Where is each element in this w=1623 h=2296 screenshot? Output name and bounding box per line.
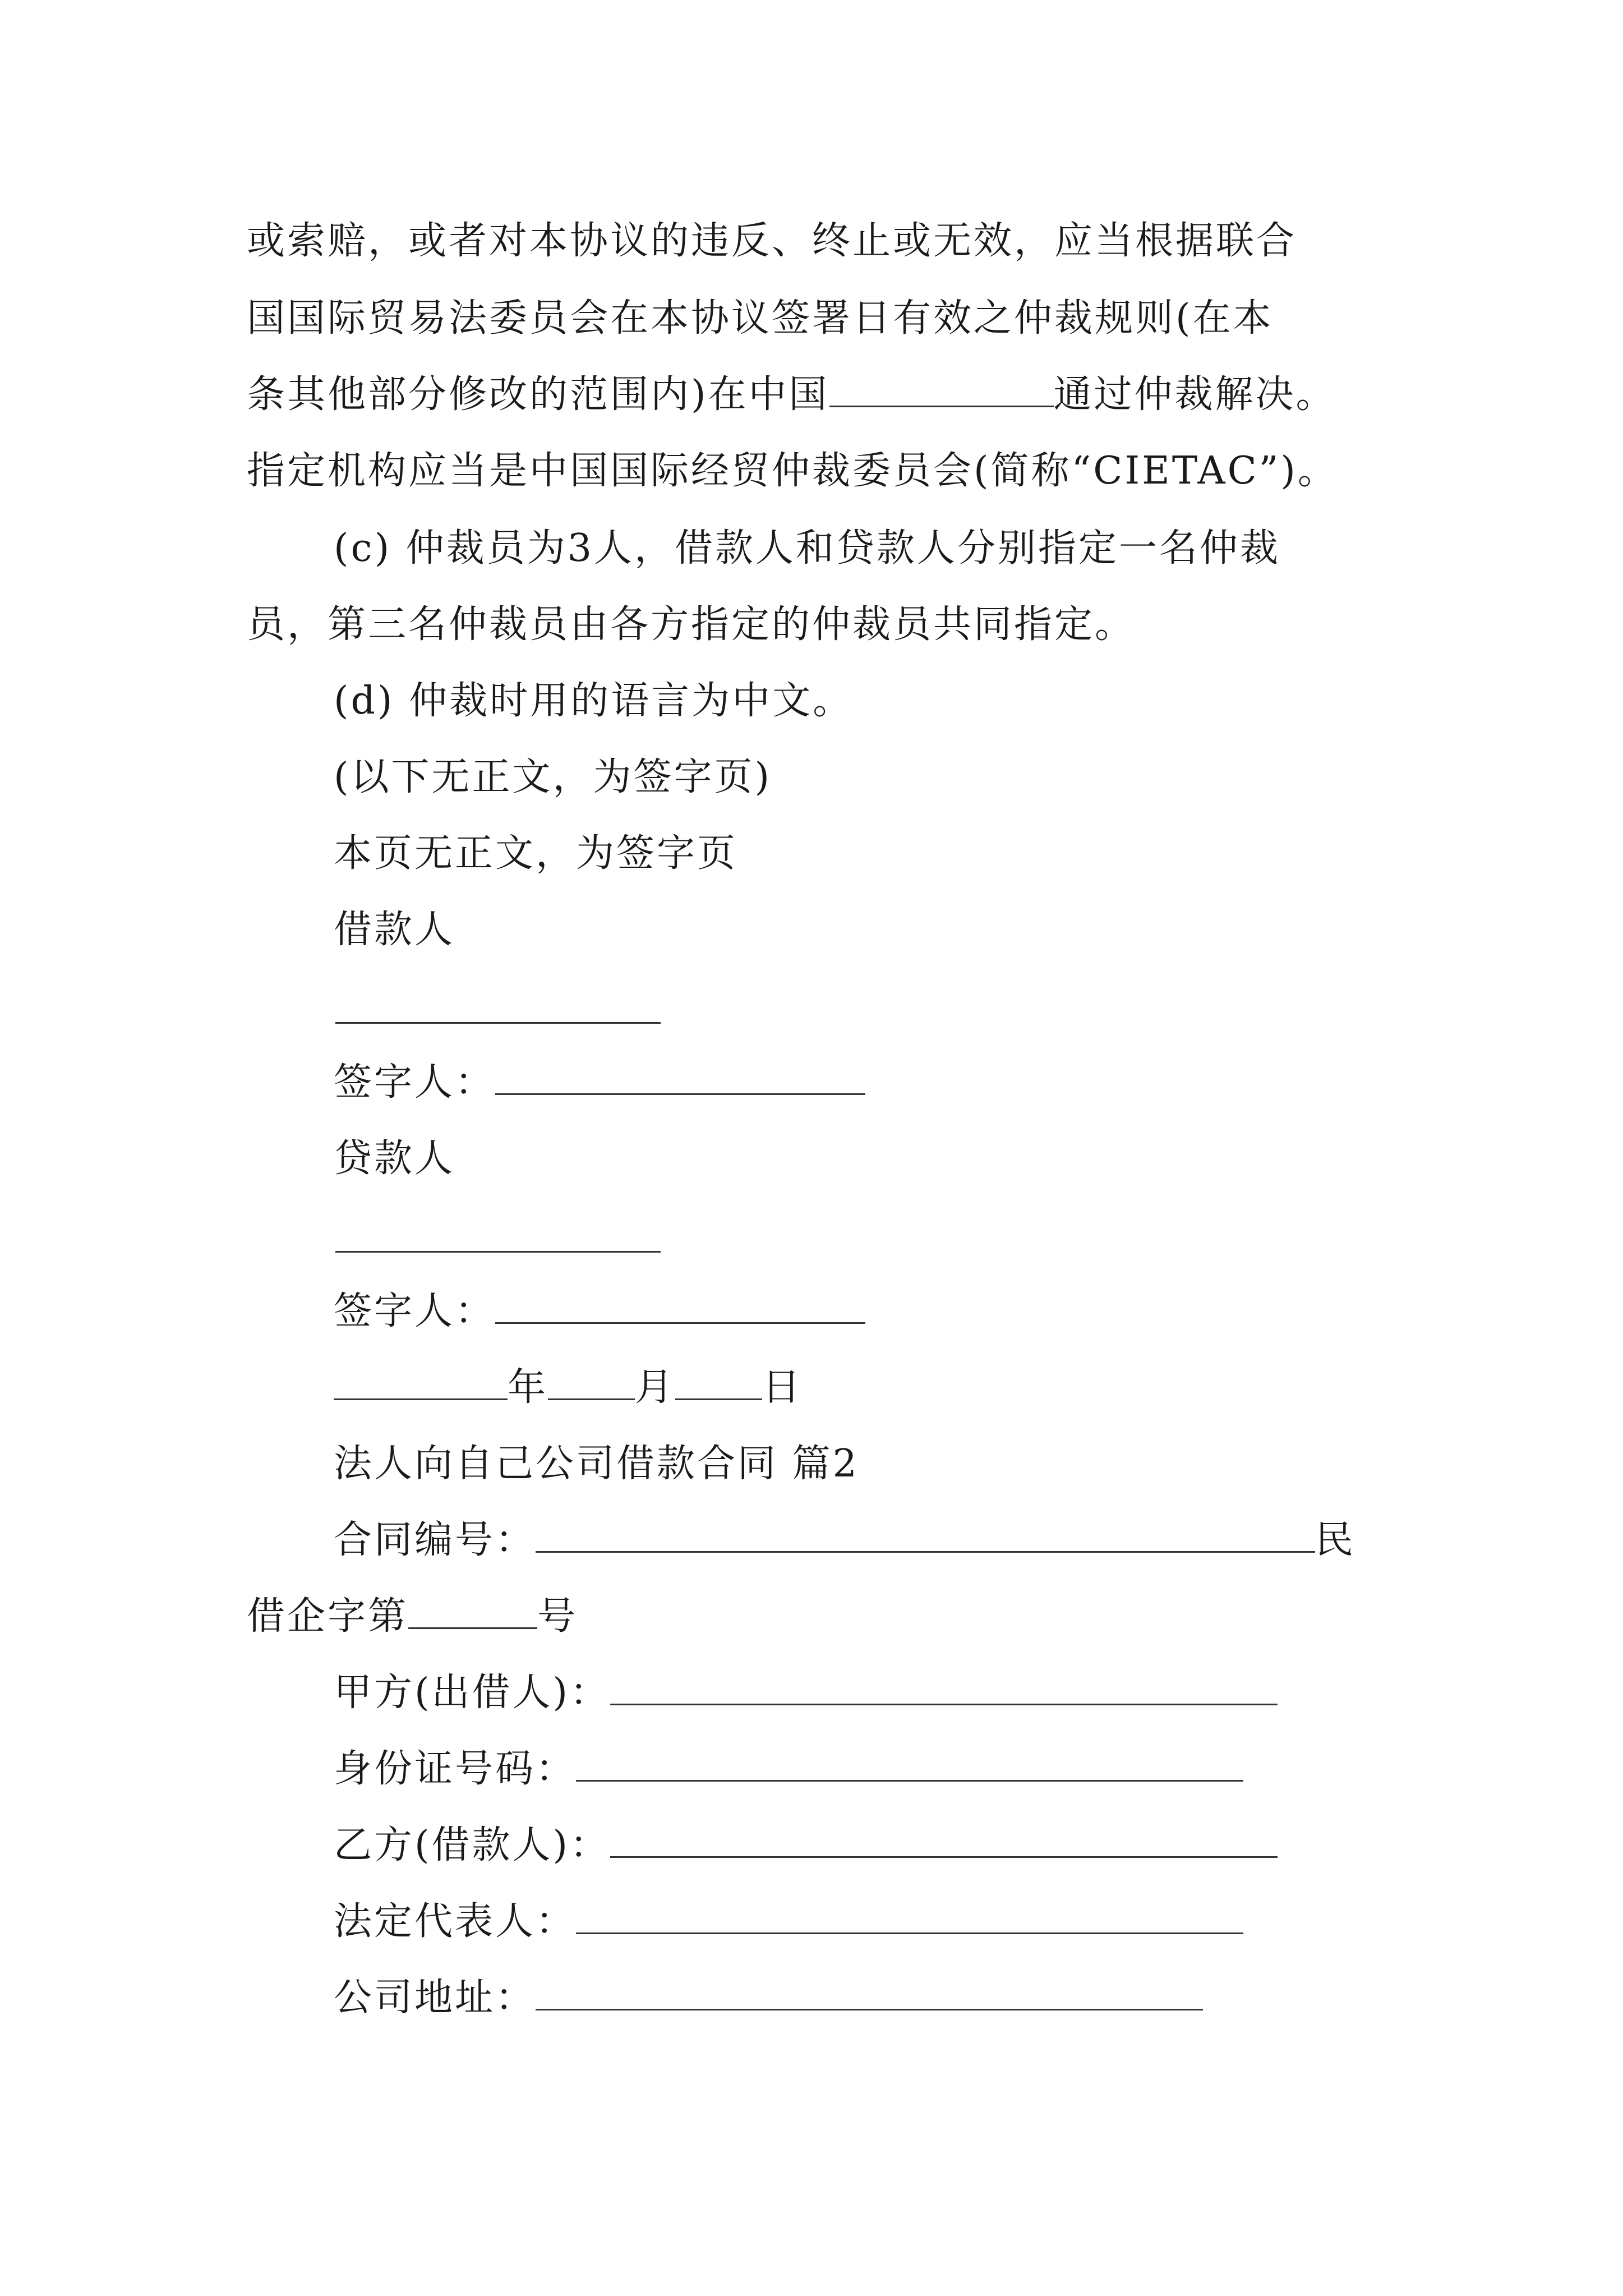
borrower-signature-line[interactable] (335, 1022, 661, 1024)
contract-number-row-2 (247, 1594, 578, 1639)
contract-serial-field[interactable] (408, 1596, 537, 1629)
contract-number-prefix: 借企字第 (247, 1594, 409, 1639)
borrower-label: 借款人 (334, 908, 455, 952)
day-field[interactable] (675, 1367, 762, 1400)
party-b-field[interactable] (610, 1825, 1278, 1858)
id-number-row (334, 1747, 1243, 1792)
contract-number-label: 合同编号： (334, 1518, 536, 1562)
contract-number-suffix: 民 (1315, 1518, 1356, 1562)
party-a-row (334, 1671, 1278, 1715)
paragraph-line: 国国际贸易法委员会在本协议签署日有效之仲裁规则(在本 (247, 296, 1274, 341)
month-label: 月 (635, 1365, 676, 1410)
contract-number-end: 号 (537, 1594, 578, 1639)
party-a-field[interactable] (610, 1672, 1278, 1705)
address-field[interactable] (536, 1977, 1203, 2010)
lender-signer-field[interactable] (495, 1291, 865, 1324)
borrower-signer-field[interactable] (495, 1062, 865, 1095)
signer-label: 签字人： (334, 1060, 496, 1105)
paragraph-text: 通过仲裁解决。 (1053, 372, 1336, 417)
signer-label: 签字人： (334, 1289, 496, 1333)
paragraph-text: 条其他部分修改的范围内)在中国 (247, 372, 829, 417)
paragraph-line: (d) 仲裁时用的语言为中文。 (334, 679, 854, 723)
id-number-field[interactable] (576, 1749, 1243, 1782)
lender-signature-line[interactable] (335, 1251, 661, 1253)
year-label: 年 (508, 1365, 548, 1410)
party-a-label: 甲方(出借人)： (334, 1671, 611, 1715)
address-row (334, 1976, 1203, 2021)
legal-rep-label: 法定代表人： (334, 1899, 577, 1944)
signer-row (334, 1289, 865, 1334)
id-number-label: 身份证号码： (334, 1747, 577, 1791)
contract-number-field[interactable] (536, 1520, 1315, 1553)
signer-row (334, 1060, 865, 1105)
paragraph-line: (以下无正文，为签字页) (334, 755, 772, 799)
paragraph-line (247, 372, 1336, 417)
day-label: 日 (762, 1365, 803, 1410)
party-b-row (334, 1823, 1278, 1868)
paragraph-line: 或索赔，或者对本协议的违反、终止或无效，应当根据联合 (247, 219, 1297, 263)
paragraph-line: 本页无正文，为签字页 (334, 831, 738, 876)
address-label: 公司地址： (334, 1976, 536, 2020)
party-b-label: 乙方(借款人)： (334, 1823, 611, 1867)
section-heading: 法人向自己公司借款合同 篇2 (334, 1442, 859, 1486)
legal-rep-row (334, 1899, 1243, 1944)
date-row (334, 1365, 803, 1410)
lender-label: 贷款人 (334, 1137, 455, 1181)
legal-rep-field[interactable] (576, 1901, 1243, 1934)
contract-number-row (334, 1518, 1355, 1563)
paragraph-line: (c) 仲裁员为3人，借款人和贷款人分别指定一名仲裁 (334, 526, 1281, 570)
paragraph-line: 员，第三名仲裁员由各方指定的仲裁员共同指定。 (247, 602, 1136, 647)
month-field[interactable] (548, 1367, 635, 1400)
year-field[interactable] (334, 1367, 508, 1400)
paragraph-line: 指定机构应当是中国国际经贸仲裁委员会(简称“CIETAC”)。 (247, 449, 1338, 493)
location-blank[interactable] (829, 374, 1054, 407)
